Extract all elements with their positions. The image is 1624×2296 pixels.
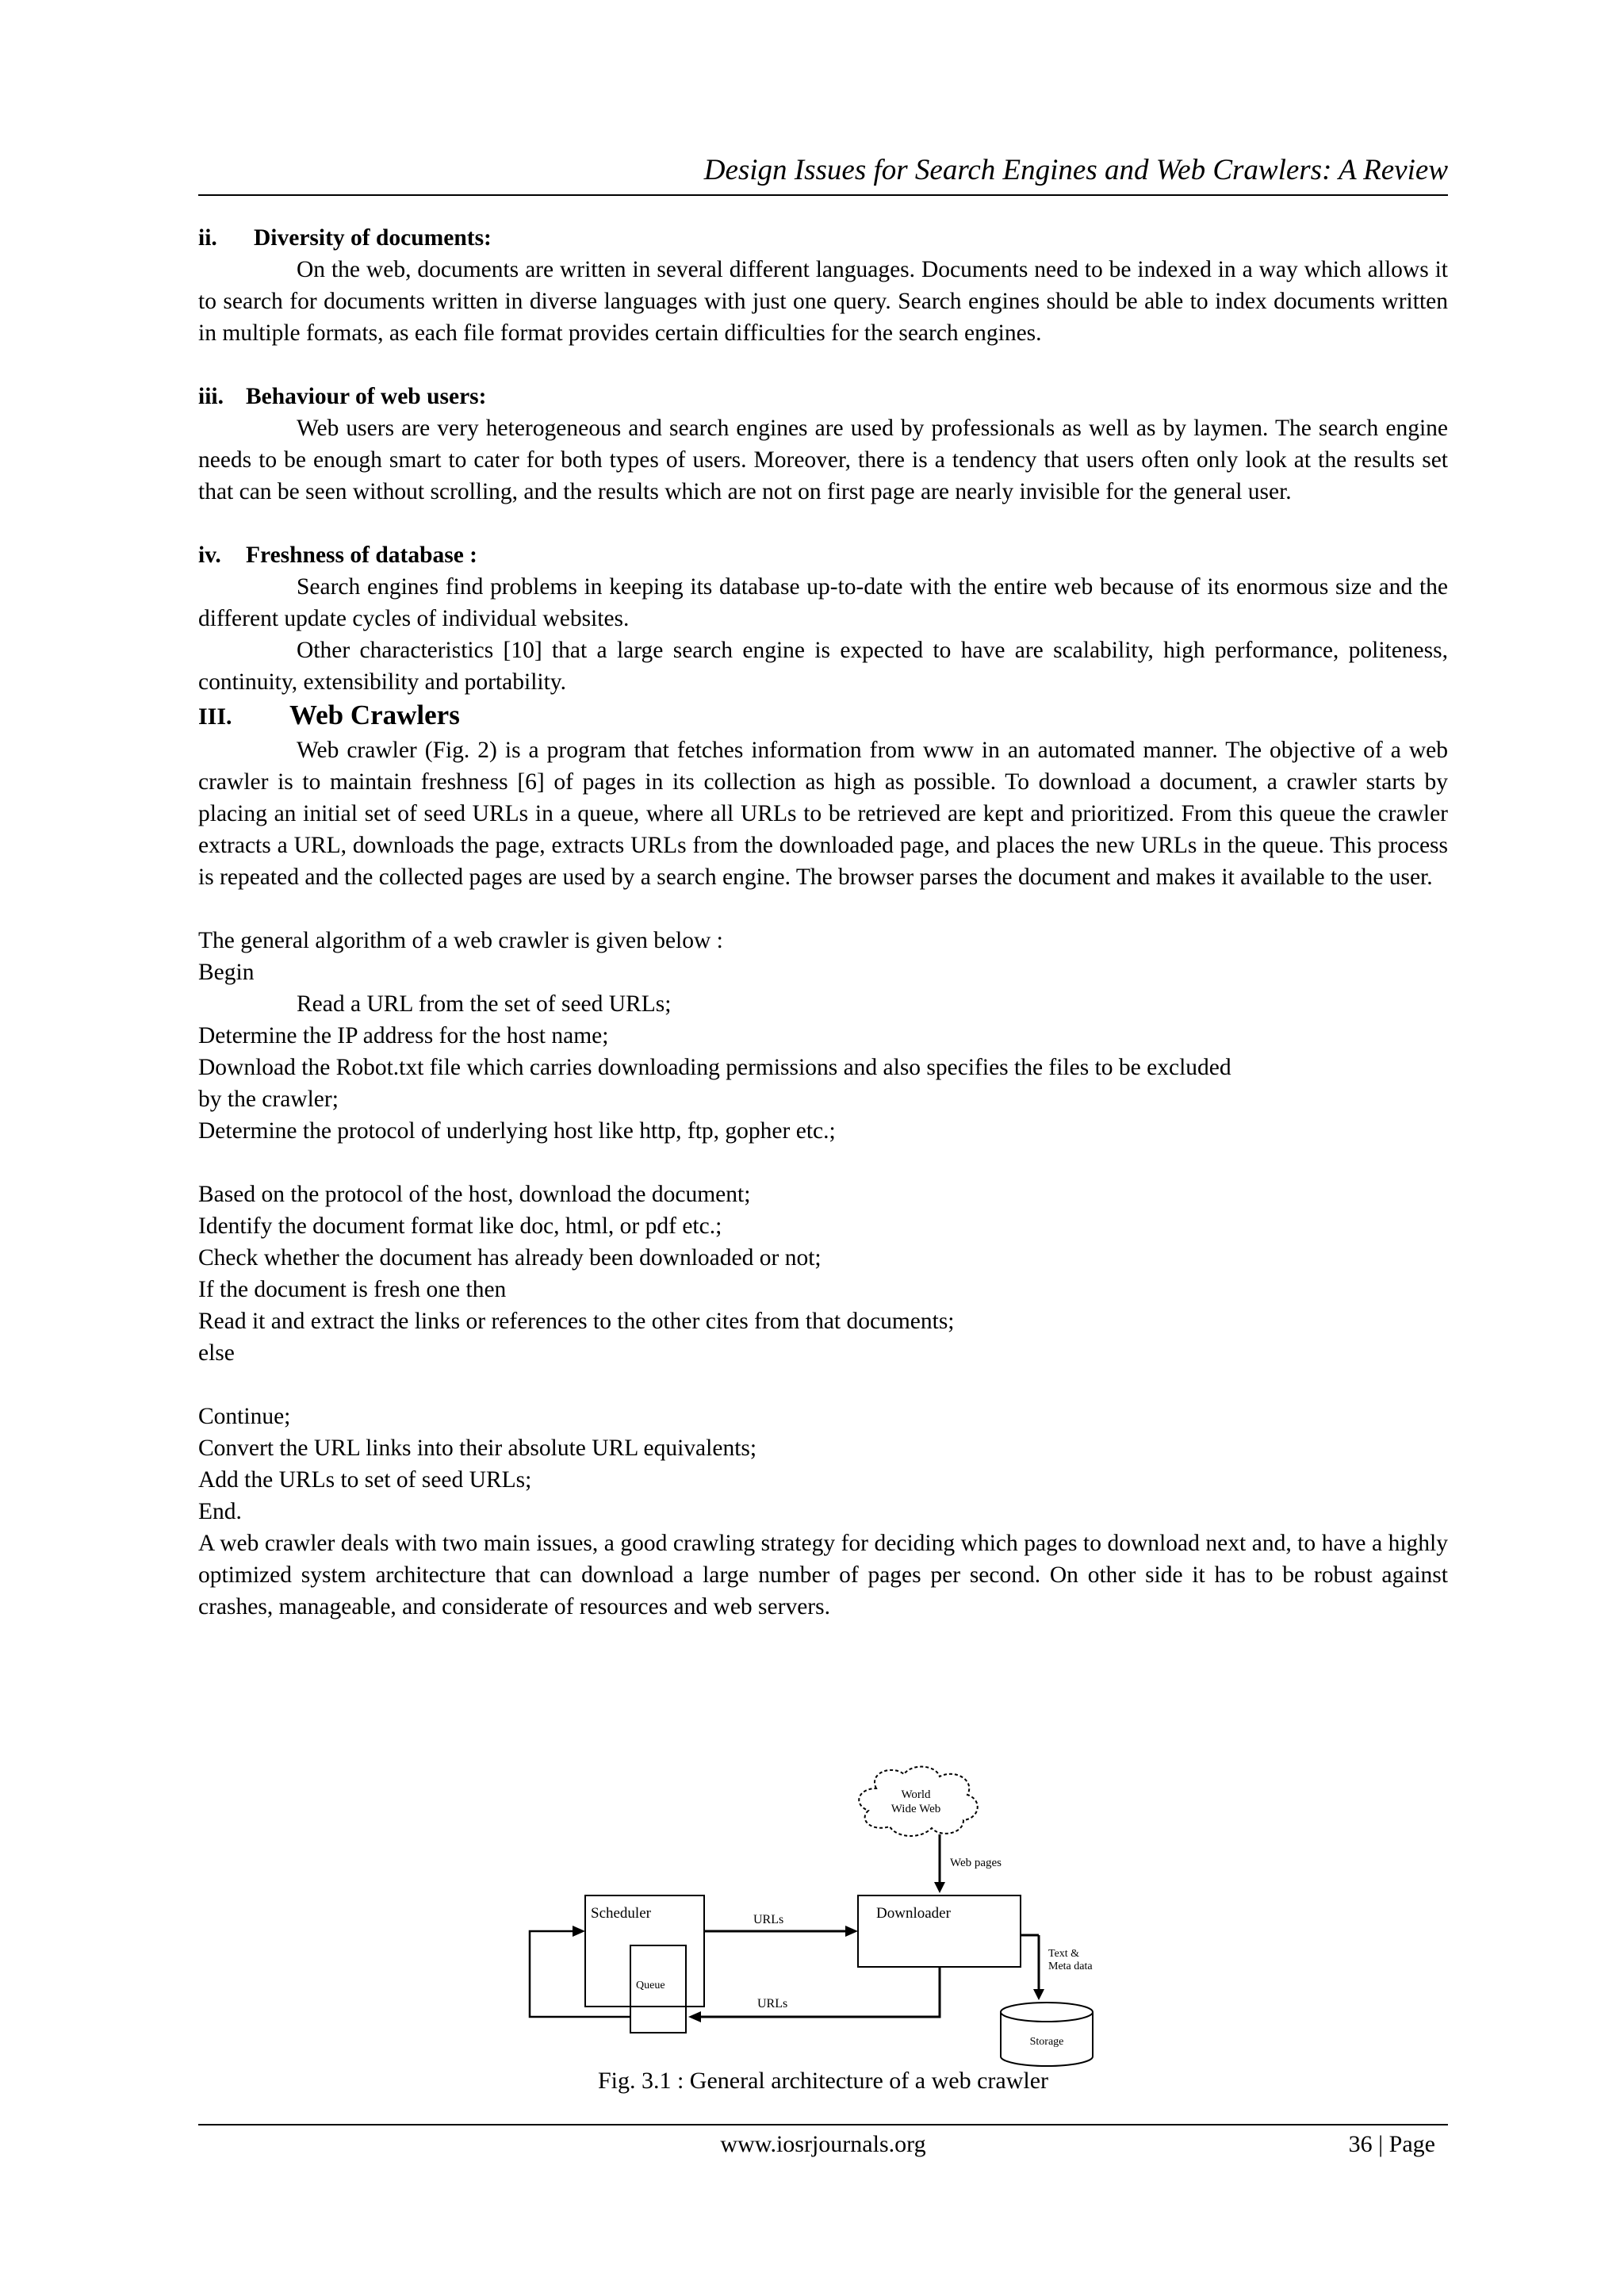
algorithm-line: Determine the protocol of underlying host like http, ftp, gopher etc.; xyxy=(198,1118,836,1144)
subsection-title: Behaviour of web users: xyxy=(246,384,487,409)
section-number: III. xyxy=(198,703,232,730)
footer-url[interactable]: www.iosrjournals.org xyxy=(720,2131,926,2157)
scheduler-label: Scheduler xyxy=(591,1905,651,1922)
subsection-number: iii. xyxy=(198,384,224,409)
algorithm-line: Begin xyxy=(198,960,255,985)
feedback-loop-arrow xyxy=(530,1931,630,2017)
queue-label: Queue xyxy=(636,1980,665,1991)
subsection-heading-freshness xyxy=(198,539,1448,571)
text-meta-label-line2: Meta data xyxy=(1048,1961,1093,1972)
crawler-architecture-figure xyxy=(515,1765,1126,2082)
algorithm-line: If the document is fresh one then xyxy=(198,1277,507,1302)
closing-paragraph: A web crawler deals with two main issues, a good crawling strategy for deciding which pages to download next and, to have a highly optimized system architecture that can download a large number of pages per second. On other side it has to be robust against crashes, manageable, and considerate of resources and web servers. xyxy=(198,1531,1448,1619)
figure-caption: Fig. 3.1 : General architecture of a web crawler xyxy=(597,2068,1049,2094)
subsection-number: iv. xyxy=(198,542,221,568)
subsection-number: ii. xyxy=(198,225,217,251)
text-meta-label-line1: Text & xyxy=(1048,1948,1080,1960)
section-title: Web Crawlers xyxy=(289,700,460,730)
body-text xyxy=(198,222,1448,1623)
www-label-line2: Wide Web xyxy=(891,1803,941,1815)
algorithm-line: Check whether the document has already been downloaded or not; xyxy=(198,1245,822,1271)
storage-label: Storage xyxy=(1029,2036,1064,2048)
algorithm-line: Read it and extract the links or references to the other cites from that documents; xyxy=(198,1309,955,1334)
web-pages-label: Web pages xyxy=(950,1857,1002,1869)
subsection-heading-behaviour xyxy=(198,381,1448,412)
algorithm-line: Continue; xyxy=(198,1404,291,1429)
downloader-label: Downloader xyxy=(876,1905,951,1922)
algorithm-line: Download the Robot.txt file which carries downloading permissions and also specifies the files to be excluded xyxy=(198,1055,1231,1080)
paragraph-web-crawlers: Web crawler (Fig. 2) is a program that fetches information from www in an automated manner. The objective of a web crawler is to maintain freshness [6] of pages in its collection as high as possible. To download a document, a crawler starts by placing an initial set of seed URLs in a queue, where all URLs to be retrieved are kept and prioritized. From this queue the crawler extracts a URL, downloads the page, extracts URLs from the downloaded page, and places the new URLs in the queue. This process is repeated and the collected pages are used by a search engine. The browser parses the document and makes it available to the user. xyxy=(198,738,1448,890)
algorithm-line: Convert the URL links into their absolute URL equivalents; xyxy=(198,1435,757,1461)
algorithm-line: by the crawler; xyxy=(198,1087,339,1112)
subsection-title: Diversity of documents: xyxy=(254,225,492,251)
subsection-title: Freshness of database : xyxy=(246,542,478,568)
algorithm-line: Identify the document format like doc, html, or pdf etc.; xyxy=(198,1213,722,1239)
algorithm-line: Determine the IP address for the host name; xyxy=(198,1023,609,1048)
algorithm-block xyxy=(198,925,1448,1527)
paragraph-behaviour: Web users are very heterogeneous and search engines are used by professionals as well as by laymen. The search engine needs to be enough smart to cater for both types of users. Moreover, there is a tendency that users often only look at the results set that can be seen without scrolling, and the results which are not on first page are nearly invisible for the general user. xyxy=(198,416,1448,504)
www-label-line1: World xyxy=(901,1788,931,1801)
algorithm-line: Read a URL from the set of seed URLs; xyxy=(297,991,672,1017)
urls-top-label: URLs xyxy=(753,1913,784,1926)
algorithm-line: Based on the protocol of the host, download the document; xyxy=(198,1182,751,1207)
page-number: 36 | Page xyxy=(1348,2131,1435,2157)
paragraph-diversity: On the web, documents are written in several different languages. Documents need to be indexed in a way which allows it to search for documents written in diverse languages with just one query. Search engines should be able to index documents written in multiple formats, as each file format provides certain difficulties for the search engines. xyxy=(198,257,1448,346)
algorithm-line: End. xyxy=(198,1499,242,1524)
urls-bottom-arrow xyxy=(699,1967,940,2017)
header-rule xyxy=(198,194,1448,196)
paragraph-freshness-2: Other characteristics [10] that a large search engine is expected to have are scalability, high performance, politeness, continuity, extensibility and portability. xyxy=(198,638,1448,695)
algorithm-line: else xyxy=(198,1340,235,1366)
www-cloud xyxy=(859,1767,977,1836)
footer-rule xyxy=(198,2124,1448,2125)
subsection-heading-diversity xyxy=(198,222,1448,254)
algorithm-line: Add the URLs to set of seed URLs; xyxy=(198,1467,532,1493)
algorithm-intro: The general algorithm of a web crawler is given below : xyxy=(198,928,723,953)
urls-bottom-label: URLs xyxy=(757,1997,788,2010)
section-heading-web-crawlers xyxy=(198,698,1448,734)
paragraph-freshness-1: Search engines find problems in keeping its database up-to-date with the entire web because of its enormous size and the different update cycles of individual websites. xyxy=(198,574,1448,631)
running-header: Design Issues for Search Engines and Web Crawlers: A Review xyxy=(703,154,1448,186)
